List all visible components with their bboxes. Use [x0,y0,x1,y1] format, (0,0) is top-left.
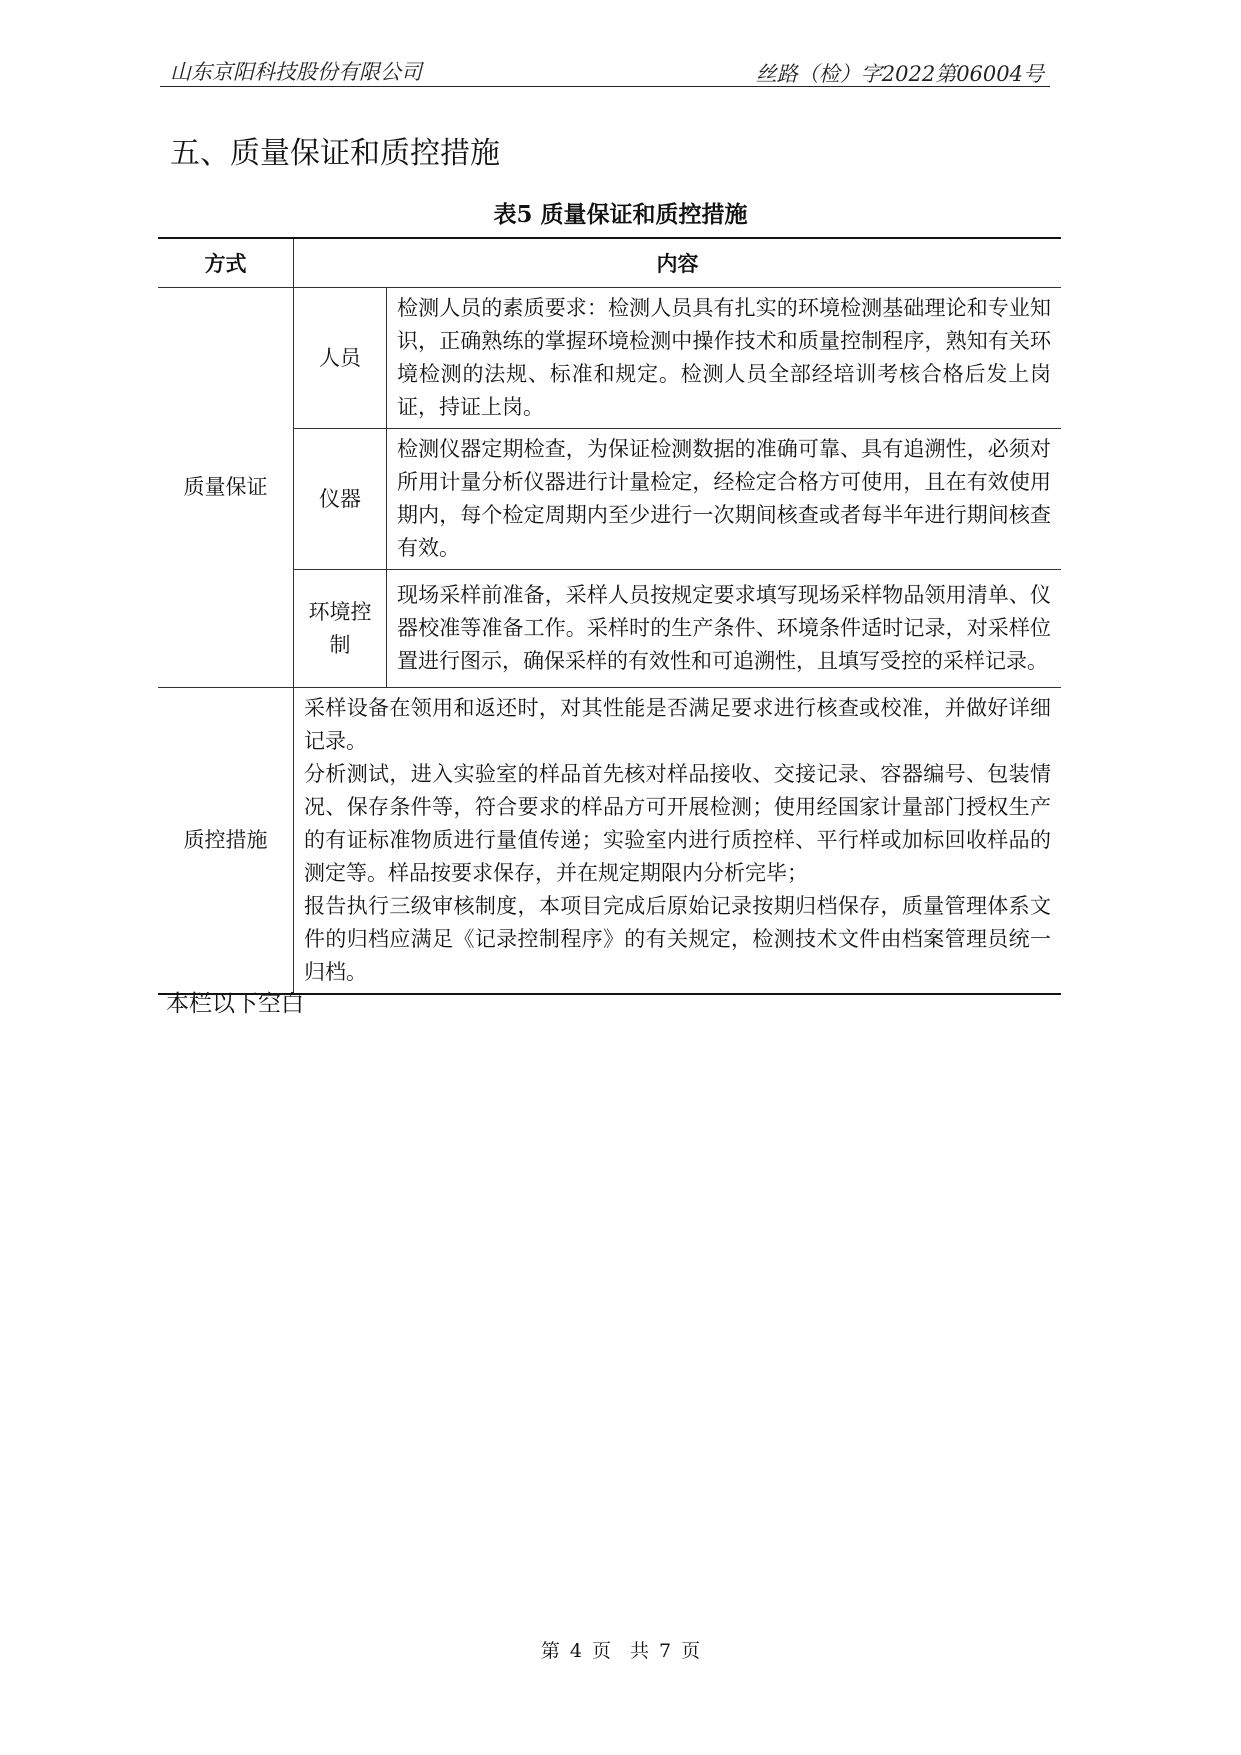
page-header [160,52,1050,87]
method-quality-assurance: 质量保证 [158,288,294,688]
content-environment-control: 现场采样前准备，采样人员按规定要求填写现场采样物品领用清单、仪器校准等准备工作。采样时的生产条件、环境条件适时记录，对采样位置进行图示，确保采样的有效性和可追溯性，且填写受控的采样记录。 [387,570,1062,688]
method-quality-control: 质控措施 [158,688,294,995]
section-title: 五、质量保证和质控措施 [170,136,500,171]
company-name: 山东京阳科技股份有限公司 [170,60,422,84]
qc-paragraph-report: 报告执行三级审核制度，本项目完成后原始记录按期归档保存，质量管理体系文件的归档应满足《记录控制程序》的有关规定，检测技术文件由档案管理员统一归档。 [304,894,1051,984]
qc-paragraph-sampling: 采样设备在领用和返还时，对其性能是否满足要求进行核查或校准，并做好详细记录。 [304,696,1051,753]
column-header-content: 内容 [294,238,1062,288]
column-header-method: 方式 [158,238,294,288]
page-footer: 第 4 页 共 7 页 [540,1640,701,1662]
table-row [158,288,1061,429]
qc-paragraph-analysis: 分析测试，进入实验室的样品首先核对样品接收、交接记录、容器编号、包装情况、保存条件等，符合要求的样品方可开展检测；使用经国家计量部门授权生产的有证标准物质进行量值传递；实验室内进行质控样、平行样或加标回收样品的测定等。样品按要求保存，并在规定期限内分析完毕； [304,762,1051,885]
table-row [158,429,1061,570]
blank-below-note: 本栏以下空白 [166,991,304,1017]
table-header-row [158,238,1061,288]
content-instrument: 检测仪器定期检查，为保证检测数据的准确可靠、具有追溯性，必须对所用计量分析仪器进行计量检定，经检定合格方可使用，且在有效使用期内，每个检定周期内至少进行一次期间核查或者每半年进行期间核查有效。 [387,429,1062,570]
sub-item-environment-control: 环境控制 [294,570,387,688]
table-row [158,688,1061,995]
table-caption: 表5 质量保证和质控措施 [493,201,748,228]
sub-item-instrument: 仪器 [294,429,387,570]
report-number: 丝路（检）字2022第06004号 [755,62,1044,86]
quality-measures-table [158,237,1061,995]
content-personnel: 检测人员的素质要求：检测人员具有扎实的环境检测基础理论和专业知识，正确熟练的掌握环境检测中操作技术和质量控制程序，熟知有关环境检测的法规、标准和规定。检测人员全部经培训考核合格后发上岗证，持证上岗。 [387,288,1062,429]
sub-item-personnel: 人员 [294,288,387,429]
content-quality-control [294,688,1062,995]
table-row [158,570,1061,688]
